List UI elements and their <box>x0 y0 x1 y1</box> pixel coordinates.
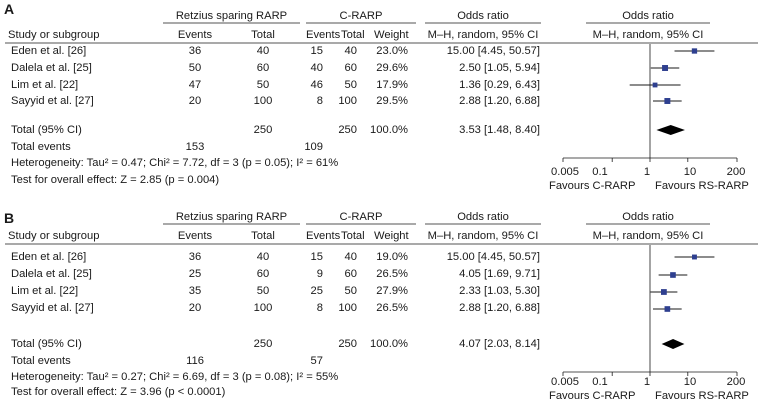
events1-cell: 20 <box>188 302 202 314</box>
events2-header: Events <box>306 29 341 41</box>
overall-effect-text: Test for overall effect: Z = 2.85 (p = 0.004) <box>11 174 220 186</box>
events1-header: Events <box>177 230 213 242</box>
ci-cell: 15.00 [4.45, 50.57] <box>446 251 540 263</box>
favours-left-label: Favours C-RARP <box>549 180 636 192</box>
total-events1: 153 <box>185 141 205 153</box>
events2-cell: 8 <box>316 302 323 314</box>
total2-cell: 250 <box>338 124 357 136</box>
total1-cell: 250 <box>253 338 273 350</box>
total-events-label: Total events <box>11 355 71 367</box>
total1-cell: 40 <box>256 45 270 57</box>
total-label: Total (95% CI) <box>11 124 82 136</box>
group1-header: Retzius sparing RARP <box>175 10 288 22</box>
total2-header: Total <box>341 29 365 41</box>
ci-cell: 2.33 [1.03, 5.30] <box>459 285 540 297</box>
study-name: Dalela et al. [25] <box>11 268 92 280</box>
study-name: Lim et al. [22] <box>11 285 79 297</box>
weight-cell: 100.0% <box>370 338 408 350</box>
axis-tick-label: 1 <box>643 376 651 388</box>
forest-plot-a <box>0 0 758 200</box>
group2-header: C-RARP <box>339 211 383 223</box>
forest-plot-panel-a <box>0 0 758 200</box>
events2-cell: 46 <box>310 79 323 91</box>
overall-effect-text: Test for overall effect: Z = 3.96 (p < 0.0001) <box>11 386 226 398</box>
events1-cell: 20 <box>188 95 202 107</box>
pooled-diamond <box>662 339 685 349</box>
heterogeneity-text: Heterogeneity: Tau² = 0.47; Chi² = 7.72, df = 3 (p = 0.05); I² = 61% <box>11 157 339 169</box>
weight-cell: 26.5% <box>376 302 408 314</box>
study-name: Lim et al. [22] <box>11 79 79 91</box>
axis-tick-label: 200 <box>726 166 746 178</box>
events1-cell: 47 <box>188 79 202 91</box>
favours-right-label: Favours RS-RARP <box>655 180 749 192</box>
total1-cell: 40 <box>256 251 270 263</box>
study-marker <box>692 48 697 53</box>
method-header-right: M–H, random, 95% CI <box>592 29 704 41</box>
weight-cell: 29.5% <box>376 95 408 107</box>
total-label: Total (95% CI) <box>11 338 82 350</box>
axis-tick-label: 200 <box>726 376 746 388</box>
method-header-right: M–H, random, 95% CI <box>592 230 704 242</box>
events1-cell: 25 <box>188 268 202 280</box>
total2-cell: 60 <box>344 268 357 280</box>
total2-cell: 250 <box>338 338 357 350</box>
events2-cell: 8 <box>316 95 323 107</box>
total2-cell: 40 <box>344 251 357 263</box>
events1-cell: 36 <box>188 251 202 263</box>
total1-cell: 100 <box>253 95 273 107</box>
weight-cell: 17.9% <box>376 79 408 91</box>
total2-cell: 50 <box>344 79 357 91</box>
odds-ratio-header-left: Odds ratio <box>457 211 509 223</box>
favours-left-label: Favours C-RARP <box>549 390 636 402</box>
study-name: Sayyid et al. [27] <box>11 302 94 314</box>
odds-ratio-header-right: Odds ratio <box>622 211 674 223</box>
weight-header: Weight <box>374 29 409 41</box>
ci-cell: 4.07 [2.03, 8.14] <box>459 338 540 350</box>
odds-ratio-header-left: Odds ratio <box>457 10 509 22</box>
study-marker <box>670 272 676 278</box>
study-marker <box>661 289 667 295</box>
study-name: Dalela et al. [25] <box>11 62 92 74</box>
weight-cell: 26.5% <box>376 268 408 280</box>
axis-tick-label: 0.1 <box>592 376 608 388</box>
axis-tick-label: 10 <box>683 376 697 388</box>
ci-cell: 2.50 [1.05, 5.94] <box>459 62 540 74</box>
total2-cell: 100 <box>338 302 357 314</box>
total2-cell: 60 <box>344 62 357 74</box>
events2-cell: 25 <box>310 285 323 297</box>
study-marker <box>665 306 671 312</box>
events1-cell: 35 <box>188 285 202 297</box>
weight-cell: 19.0% <box>376 251 408 263</box>
axis-tick-label: 10 <box>683 166 697 178</box>
weight-cell: 23.0% <box>376 45 408 57</box>
study-header: Study or subgroup <box>8 230 100 242</box>
ci-cell: 2.88 [1.20, 6.88] <box>459 95 540 107</box>
method-header-left: M–H, random, 95% CI <box>427 29 539 41</box>
total-events2: 57 <box>310 355 323 367</box>
total-events2: 109 <box>304 141 323 153</box>
weight-cell: 29.6% <box>376 62 408 74</box>
forest-plot-b <box>0 200 758 400</box>
total1-header: Total <box>251 29 275 41</box>
total1-cell: 50 <box>256 285 270 297</box>
events2-cell: 15 <box>310 45 323 57</box>
total1-cell: 60 <box>256 268 270 280</box>
favours-right-label: Favours RS-RARP <box>655 390 749 402</box>
ci-cell: 2.88 [1.20, 6.88] <box>459 302 540 314</box>
events2-cell: 15 <box>310 251 323 263</box>
total2-cell: 50 <box>344 285 357 297</box>
heterogeneity-text: Heterogeneity: Tau² = 0.27; Chi² = 6.69, df = 3 (p = 0.08); I² = 55% <box>11 371 339 383</box>
weight-cell: 27.9% <box>376 285 408 297</box>
study-marker <box>653 83 658 88</box>
study-name: Eden et al. [26] <box>11 251 87 263</box>
group2-header: C-RARP <box>339 10 383 22</box>
axis-tick-label: 1 <box>643 166 651 178</box>
total1-header: Total <box>251 230 275 242</box>
axis-tick-label: 0.005 <box>551 166 579 178</box>
total2-header: Total <box>341 230 365 242</box>
forest-plot-panel-b <box>0 200 758 400</box>
study-header: Study or subgroup <box>8 29 100 41</box>
study-marker <box>662 65 668 71</box>
total1-cell: 250 <box>253 124 273 136</box>
events1-header: Events <box>177 29 213 41</box>
events1-cell: 36 <box>188 45 202 57</box>
events1-cell: 50 <box>188 62 202 74</box>
ci-cell: 3.53 [1.48, 8.40] <box>459 124 540 136</box>
panel-label: A <box>4 1 15 17</box>
total-events-label: Total events <box>11 141 71 153</box>
events2-cell: 40 <box>310 62 323 74</box>
weight-cell: 100.0% <box>370 124 408 136</box>
study-marker <box>664 98 670 104</box>
axis-tick-label: 0.005 <box>551 376 579 388</box>
method-header-left: M–H, random, 95% CI <box>427 230 539 242</box>
ci-cell: 4.05 [1.69, 9.71] <box>459 268 540 280</box>
total1-cell: 60 <box>256 62 270 74</box>
events2-cell: 9 <box>316 268 323 280</box>
total1-cell: 50 <box>256 79 270 91</box>
ci-cell: 15.00 [4.45, 50.57] <box>446 45 540 57</box>
total2-cell: 40 <box>344 45 357 57</box>
axis-tick-label: 0.1 <box>592 166 608 178</box>
total1-cell: 100 <box>253 302 273 314</box>
study-marker <box>692 255 697 260</box>
panel-label: B <box>4 210 15 226</box>
study-name: Sayyid et al. [27] <box>11 95 94 107</box>
total2-cell: 100 <box>338 95 357 107</box>
weight-header: Weight <box>374 230 409 242</box>
odds-ratio-header-right: Odds ratio <box>622 10 674 22</box>
study-name: Eden et al. [26] <box>11 45 87 57</box>
events2-header: Events <box>306 230 341 242</box>
pooled-diamond <box>656 125 685 135</box>
group1-header: Retzius sparing RARP <box>175 211 288 223</box>
ci-cell: 1.36 [0.29, 6.43] <box>459 79 540 91</box>
total-events1: 116 <box>186 355 204 367</box>
